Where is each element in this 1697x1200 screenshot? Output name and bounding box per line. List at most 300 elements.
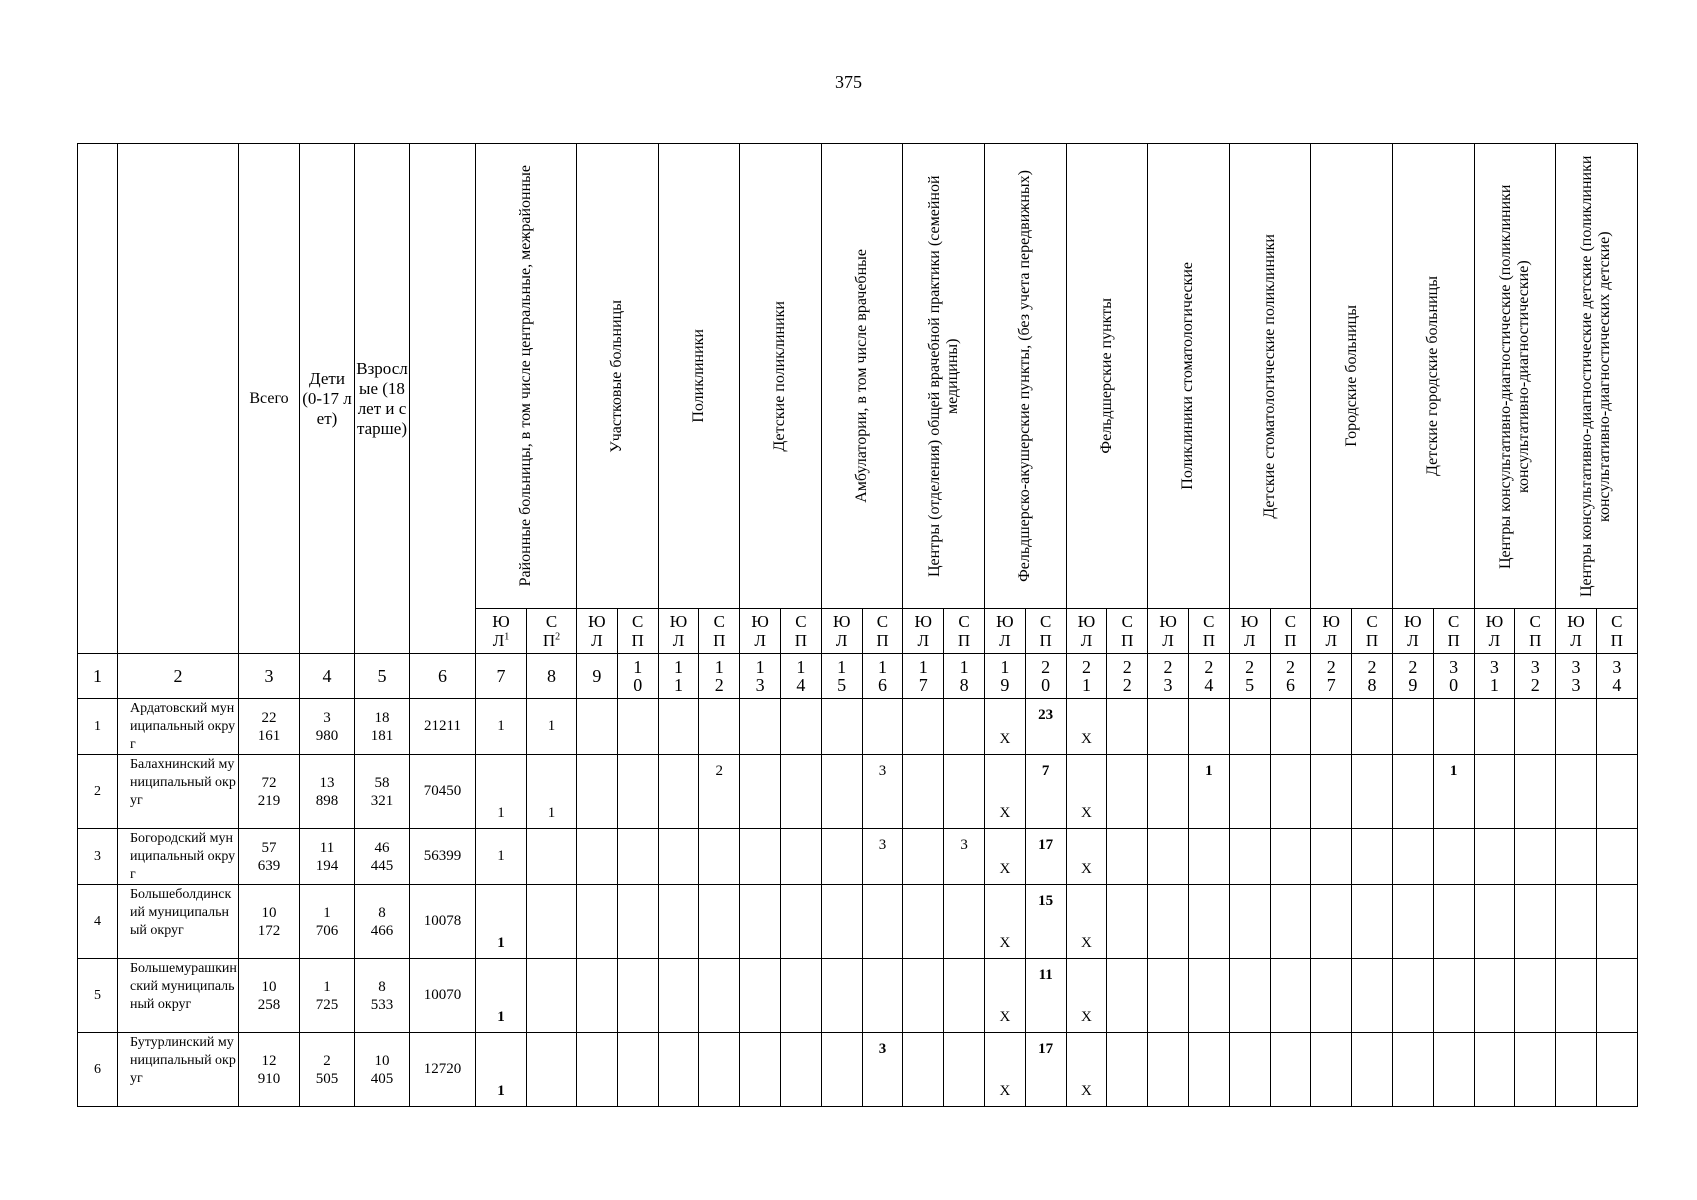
row-cell-col-29 bbox=[1392, 959, 1433, 1033]
subheader-ul bbox=[658, 609, 699, 654]
row-cell-col-10 bbox=[617, 885, 658, 959]
header-group-wrap bbox=[1230, 146, 1311, 606]
header-col-total-text: Всего bbox=[249, 389, 289, 407]
column-number-text: 19 bbox=[1000, 657, 1010, 695]
row-cell-col-31 bbox=[1474, 959, 1515, 1033]
row-cell-col-33 bbox=[1556, 829, 1597, 885]
row-cell-col-9 bbox=[577, 755, 618, 829]
subheader-first: С bbox=[1447, 612, 1460, 631]
header-group-14 bbox=[1556, 144, 1638, 609]
row-cell-col-11 bbox=[658, 699, 699, 755]
row-cell-col-19 bbox=[984, 829, 1025, 885]
subheader-ul bbox=[1311, 609, 1352, 654]
row-cell-col-22 bbox=[1107, 1033, 1148, 1107]
subheader-ul bbox=[1392, 609, 1433, 654]
subheader-second: Л bbox=[492, 631, 505, 650]
column-number-text: 32 bbox=[1530, 657, 1540, 695]
row-cell-col-13 bbox=[740, 885, 781, 959]
column-number-text: 10 bbox=[633, 657, 643, 695]
row-index bbox=[78, 755, 118, 829]
subheader-second: П bbox=[876, 631, 889, 650]
subheader-sp bbox=[1188, 609, 1229, 654]
row-total-part: 172 bbox=[257, 922, 281, 939]
row-col-6-text: 12720 bbox=[423, 1061, 462, 1077]
row-adults-part: 405 bbox=[370, 1070, 394, 1087]
column-number bbox=[410, 654, 476, 699]
row-children-text bbox=[316, 775, 339, 809]
header-col-2 bbox=[118, 144, 239, 654]
subheader-first: С bbox=[545, 612, 558, 631]
column-number bbox=[1596, 654, 1637, 699]
row-children-text bbox=[316, 1053, 339, 1087]
row-cell-col-23 bbox=[1148, 755, 1189, 829]
row-cell-col-7 bbox=[476, 959, 527, 1033]
cell-value: 1 bbox=[497, 718, 505, 734]
column-number bbox=[780, 654, 821, 699]
column-number-text: 6 bbox=[438, 666, 447, 686]
column-number bbox=[1474, 654, 1515, 699]
row-cell-col-31 bbox=[1474, 829, 1515, 885]
column-number-text: 9 bbox=[592, 666, 602, 686]
header-group-label: Центры консультативно-диагностические (поликлиники консультативно-диагностические) bbox=[1496, 183, 1532, 569]
row-cell-col-26 bbox=[1270, 1033, 1311, 1107]
subheader-second: Л bbox=[917, 631, 930, 650]
header-group-wrap bbox=[1393, 146, 1474, 606]
row-cell-col-14 bbox=[780, 829, 821, 885]
column-number-text: 28 bbox=[1367, 657, 1377, 695]
row-total bbox=[239, 829, 300, 885]
row-cell-col-7 bbox=[476, 755, 527, 829]
subheader-sp bbox=[1352, 609, 1393, 654]
row-cell-col-14 bbox=[780, 959, 821, 1033]
column-number-text: 24 bbox=[1204, 657, 1214, 695]
subheader-first: Ю bbox=[492, 612, 510, 631]
row-index-text: 5 bbox=[94, 987, 101, 1003]
cell-value: Х bbox=[999, 805, 1011, 821]
row-cell-col-33 bbox=[1556, 959, 1597, 1033]
cell-value: Х bbox=[1081, 805, 1092, 821]
row-cell-col-34 bbox=[1596, 699, 1637, 755]
header-group-3 bbox=[658, 144, 740, 609]
cell-value: 17 bbox=[1038, 837, 1054, 853]
subheader-sp bbox=[1596, 609, 1637, 654]
row-cell-col-31 bbox=[1474, 699, 1515, 755]
cell-value: 3 bbox=[878, 763, 887, 779]
table-row bbox=[78, 829, 1638, 885]
row-cell-col-13 bbox=[740, 755, 781, 829]
row-cell-col-20 bbox=[1025, 699, 1066, 755]
row-cell-col-32 bbox=[1515, 885, 1556, 959]
row-adults-part: 10 bbox=[374, 1052, 390, 1069]
table-row bbox=[78, 885, 1638, 959]
cell-value: 1 bbox=[497, 935, 505, 951]
row-cell-col-24 bbox=[1188, 829, 1229, 885]
cell-value: Х bbox=[1081, 1083, 1092, 1099]
table-row bbox=[78, 755, 1638, 829]
row-cell-col-12 bbox=[699, 885, 740, 959]
row-children-part: 980 bbox=[315, 727, 339, 744]
row-cell-col-32 bbox=[1515, 699, 1556, 755]
subheader-second: Л bbox=[672, 631, 685, 650]
row-total-part: 910 bbox=[257, 1070, 281, 1087]
row-children-text bbox=[316, 905, 339, 939]
subheader-second: Л bbox=[1325, 631, 1337, 650]
row-cell-col-29 bbox=[1392, 755, 1433, 829]
column-number bbox=[903, 654, 944, 699]
row-cell-col-10 bbox=[617, 1033, 658, 1107]
header-group-9 bbox=[1148, 144, 1230, 609]
column-number-text: 18 bbox=[959, 657, 969, 695]
row-cell-col-17 bbox=[903, 959, 944, 1033]
row-cell-col-18 bbox=[944, 699, 985, 755]
column-number-text: 25 bbox=[1245, 657, 1255, 695]
row-cell-col-34 bbox=[1596, 755, 1637, 829]
subheader-ul bbox=[740, 609, 781, 654]
row-cell-col-28 bbox=[1352, 755, 1393, 829]
column-number bbox=[658, 654, 699, 699]
column-number bbox=[699, 654, 740, 699]
column-number bbox=[1107, 654, 1148, 699]
row-cell-col-20 bbox=[1025, 829, 1066, 885]
row-cell-col-16 bbox=[862, 699, 903, 755]
cell-value: Х bbox=[999, 731, 1011, 747]
row-children-part: 505 bbox=[315, 1070, 339, 1087]
row-total-text bbox=[258, 840, 281, 874]
subheader-ul bbox=[821, 609, 862, 654]
row-total-part: 258 bbox=[257, 996, 281, 1013]
row-cell-col-19 bbox=[984, 885, 1025, 959]
row-cell-col-20 bbox=[1025, 1033, 1066, 1107]
header-group-4 bbox=[740, 144, 822, 609]
row-total bbox=[239, 885, 300, 959]
row-name-text: Большемурашкинский муниципальный округ bbox=[130, 961, 237, 1012]
subheader-first: С bbox=[1284, 612, 1297, 631]
subheader-sp bbox=[780, 609, 821, 654]
column-number bbox=[1515, 654, 1556, 699]
row-cell-col-11 bbox=[658, 755, 699, 829]
row-adults-part: 46 bbox=[374, 839, 390, 856]
row-cell-col-27 bbox=[1311, 1033, 1352, 1107]
subheader-first: С bbox=[713, 612, 725, 631]
row-cell-col-7 bbox=[476, 885, 527, 959]
row-col-6 bbox=[410, 959, 476, 1033]
row-cell-col-31 bbox=[1474, 1033, 1515, 1107]
subheader-ul bbox=[984, 609, 1025, 654]
row-cell-col-8 bbox=[527, 829, 577, 885]
row-cell-col-15 bbox=[821, 885, 862, 959]
subheader-first: Ю bbox=[832, 612, 851, 631]
subheader-sp bbox=[699, 609, 740, 654]
row-cell-col-26 bbox=[1270, 829, 1311, 885]
row-total-text bbox=[258, 979, 281, 1013]
header-group-wrap bbox=[1067, 146, 1148, 606]
cell-value: 17 bbox=[1038, 1041, 1054, 1057]
column-number-text: 16 bbox=[877, 657, 887, 695]
subheader-second: П bbox=[794, 631, 808, 650]
row-col-6-text: 56399 bbox=[423, 848, 462, 864]
subheader-first: С bbox=[632, 612, 644, 631]
cell-value: 2 bbox=[715, 763, 724, 779]
row-cell-col-22 bbox=[1107, 885, 1148, 959]
subheader-second: Л bbox=[1080, 631, 1093, 650]
row-cell-col-26 bbox=[1270, 959, 1311, 1033]
subheader-first: Ю bbox=[996, 612, 1014, 631]
subheader-second: П bbox=[957, 631, 971, 650]
subheader-second: Л bbox=[1407, 631, 1419, 650]
subheader-first: С bbox=[1203, 612, 1215, 631]
row-cell-col-17 bbox=[903, 1033, 944, 1107]
cell-value: 7 bbox=[1041, 763, 1050, 779]
subheader-first: Ю bbox=[669, 612, 688, 631]
row-index bbox=[78, 699, 118, 755]
column-number bbox=[617, 654, 658, 699]
column-number bbox=[1066, 654, 1107, 699]
row-total-part: 639 bbox=[257, 857, 281, 874]
header-group-label: Детские городские больницы bbox=[1424, 276, 1442, 476]
row-cell-col-21 bbox=[1066, 959, 1107, 1033]
row-children-part: 11 bbox=[319, 839, 335, 856]
row-cell-col-16 bbox=[862, 959, 903, 1033]
header-col-6 bbox=[410, 144, 476, 654]
row-children-part: 13 bbox=[319, 774, 335, 791]
row-cell-col-18 bbox=[944, 885, 985, 959]
row-cell-col-26 bbox=[1270, 885, 1311, 959]
row-cell-col-7 bbox=[476, 1033, 527, 1107]
header-group-label: Амбулатории, в том числе врачебные bbox=[853, 249, 871, 503]
row-cell-col-18 bbox=[944, 959, 985, 1033]
row-cell-col-34 bbox=[1596, 885, 1637, 959]
row-total-part: 57 bbox=[261, 839, 277, 856]
column-number bbox=[862, 654, 903, 699]
header-group-wrap bbox=[577, 146, 658, 606]
row-total-part: 72 bbox=[261, 774, 277, 791]
row-cell-col-24 bbox=[1188, 699, 1229, 755]
row-cell-col-17 bbox=[903, 755, 944, 829]
subheader-second: Л bbox=[1570, 631, 1582, 650]
row-cell-col-30 bbox=[1433, 699, 1474, 755]
subheader-second: Л bbox=[999, 631, 1011, 650]
row-adults bbox=[355, 1033, 410, 1107]
subheader-ul bbox=[1066, 609, 1107, 654]
subheader-first: Ю bbox=[1077, 612, 1096, 631]
row-children-part: 725 bbox=[315, 996, 339, 1013]
row-name bbox=[118, 699, 239, 755]
row-cell-col-16 bbox=[862, 885, 903, 959]
row-cell-col-28 bbox=[1352, 959, 1393, 1033]
data-table bbox=[77, 143, 1638, 1107]
subheader-ul bbox=[476, 609, 527, 654]
row-col-6 bbox=[410, 1033, 476, 1107]
header-group-label: Участковые больницы bbox=[608, 299, 626, 453]
table-row bbox=[78, 1033, 1638, 1107]
row-total bbox=[239, 959, 300, 1033]
column-number bbox=[1229, 654, 1270, 699]
row-cell-col-16 bbox=[862, 1033, 903, 1107]
cell-value: 3 bbox=[878, 837, 887, 853]
row-adults bbox=[355, 699, 410, 755]
row-cell-col-12 bbox=[699, 829, 740, 885]
row-cell-col-12 bbox=[699, 755, 740, 829]
row-cell-col-14 bbox=[780, 699, 821, 755]
row-children bbox=[300, 1033, 355, 1107]
subheader-second: П bbox=[713, 631, 726, 650]
row-cell-col-15 bbox=[821, 829, 862, 885]
row-cell-col-25 bbox=[1229, 1033, 1270, 1107]
row-cell-col-7 bbox=[476, 699, 527, 755]
row-name-text: Большеболдинский муниципальный округ bbox=[130, 887, 232, 938]
header-group-label: Городские больницы bbox=[1342, 305, 1360, 447]
subheader-ul bbox=[1229, 609, 1270, 654]
row-adults-part: 181 bbox=[370, 727, 394, 744]
row-children bbox=[300, 959, 355, 1033]
subheader-sp bbox=[1107, 609, 1148, 654]
row-cell-col-10 bbox=[617, 829, 658, 885]
row-total-part: 161 bbox=[257, 727, 281, 744]
subheader-second: П bbox=[1202, 631, 1215, 650]
row-adults-part: 445 bbox=[370, 857, 394, 874]
subheader-first: С bbox=[876, 612, 889, 631]
subheader-second: Л bbox=[591, 631, 603, 650]
row-cell-col-11 bbox=[658, 885, 699, 959]
row-cell-col-34 bbox=[1596, 829, 1637, 885]
column-number-text: 31 bbox=[1489, 657, 1499, 695]
row-cell-col-8 bbox=[527, 699, 577, 755]
column-number bbox=[118, 654, 239, 699]
header-group-2 bbox=[577, 144, 659, 609]
subheader-ul bbox=[1474, 609, 1515, 654]
row-cell-col-27 bbox=[1311, 885, 1352, 959]
row-cell-col-22 bbox=[1107, 829, 1148, 885]
subheader-second: П bbox=[1447, 631, 1460, 650]
row-index-text: 6 bbox=[94, 1061, 101, 1077]
header-group-label: Центры (отделения) общей врачебной практики (семейной медицины) bbox=[925, 175, 961, 577]
column-number bbox=[300, 654, 355, 699]
row-cell-col-8 bbox=[527, 885, 577, 959]
row-cell-col-19 bbox=[984, 699, 1025, 755]
row-adults-part: 466 bbox=[370, 922, 394, 939]
row-cell-col-11 bbox=[658, 959, 699, 1033]
row-total-part: 22 bbox=[261, 709, 277, 726]
row-cell-col-15 bbox=[821, 699, 862, 755]
subheader-first: С bbox=[1121, 612, 1133, 631]
row-children-part: 706 bbox=[315, 922, 339, 939]
row-cell-col-11 bbox=[658, 1033, 699, 1107]
row-cell-col-11 bbox=[658, 829, 699, 885]
row-cell-col-18 bbox=[944, 829, 985, 885]
row-col-6 bbox=[410, 885, 476, 959]
column-number-text: 27 bbox=[1326, 657, 1336, 695]
subheader-first: Ю bbox=[1159, 612, 1177, 631]
row-cell-col-22 bbox=[1107, 959, 1148, 1033]
row-cell-col-32 bbox=[1515, 1033, 1556, 1107]
row-cell-col-9 bbox=[577, 1033, 618, 1107]
row-cell-col-8 bbox=[527, 959, 577, 1033]
column-number-text: 34 bbox=[1612, 657, 1622, 695]
subheader-second: П bbox=[1610, 631, 1623, 650]
column-number-text: 22 bbox=[1122, 657, 1132, 695]
row-cell-col-20 bbox=[1025, 755, 1066, 829]
row-cell-col-22 bbox=[1107, 699, 1148, 755]
header-col-adults-text: Взрослые (18 лет и старше) bbox=[356, 358, 408, 438]
column-number bbox=[1025, 654, 1066, 699]
subheader-sp bbox=[527, 609, 577, 654]
header-group-10 bbox=[1229, 144, 1311, 609]
row-adults-text bbox=[371, 840, 394, 874]
cell-value: 3 bbox=[878, 1041, 887, 1057]
row-total bbox=[239, 1033, 300, 1107]
subheader-first: Ю bbox=[1240, 612, 1259, 631]
cell-value: Х bbox=[999, 1083, 1011, 1099]
row-cell-col-15 bbox=[821, 755, 862, 829]
cell-value: 1 bbox=[497, 1083, 505, 1099]
subheader-first: Ю bbox=[1322, 612, 1340, 631]
cell-value: Х bbox=[1081, 1009, 1092, 1025]
subheader-sp bbox=[1433, 609, 1474, 654]
subheader-sp bbox=[944, 609, 985, 654]
row-col-6-text: 21211 bbox=[424, 718, 461, 734]
subheader-second: П bbox=[1529, 631, 1542, 650]
cell-value: Х bbox=[1081, 861, 1092, 877]
header-group-label: Поликлиники стоматологические bbox=[1179, 262, 1197, 490]
subheader-second: Л bbox=[1162, 631, 1174, 650]
header-group-wrap bbox=[740, 146, 821, 606]
row-adults-text bbox=[371, 710, 394, 744]
column-number-text: 21 bbox=[1081, 657, 1091, 695]
cell-value: 1 bbox=[547, 718, 556, 734]
column-number bbox=[1148, 654, 1189, 699]
cell-value: Х bbox=[1081, 731, 1092, 747]
column-number-text: 29 bbox=[1408, 657, 1418, 695]
row-cell-col-27 bbox=[1311, 959, 1352, 1033]
row-cell-col-20 bbox=[1025, 959, 1066, 1033]
row-cell-col-32 bbox=[1515, 959, 1556, 1033]
row-children-part: 898 bbox=[315, 792, 339, 809]
row-cell-col-17 bbox=[903, 699, 944, 755]
row-cell-col-25 bbox=[1229, 699, 1270, 755]
column-number bbox=[740, 654, 781, 699]
row-col-6 bbox=[410, 829, 476, 885]
cell-value: 1 bbox=[497, 805, 505, 821]
column-number-text: 14 bbox=[796, 657, 806, 695]
column-number-text: 8 bbox=[547, 666, 556, 686]
row-cell-col-29 bbox=[1392, 1033, 1433, 1107]
row-cell-col-25 bbox=[1229, 885, 1270, 959]
subheader-second: П bbox=[1121, 631, 1134, 650]
row-index-text: 2 bbox=[94, 783, 101, 799]
row-cell-col-8 bbox=[527, 1033, 577, 1107]
row-cell-col-13 bbox=[740, 699, 781, 755]
row-total-text bbox=[258, 1053, 281, 1087]
row-cell-col-14 bbox=[780, 1033, 821, 1107]
row-cell-col-26 bbox=[1270, 755, 1311, 829]
row-name bbox=[118, 829, 239, 885]
column-number bbox=[78, 654, 118, 699]
subheader-first: С bbox=[958, 612, 970, 631]
row-cell-col-10 bbox=[617, 755, 658, 829]
row-children-part: 194 bbox=[315, 857, 339, 874]
row-cell-col-25 bbox=[1229, 755, 1270, 829]
row-children-text bbox=[316, 710, 339, 744]
row-total-part: 10 bbox=[261, 978, 277, 995]
row-cell-col-30 bbox=[1433, 755, 1474, 829]
column-number bbox=[1433, 654, 1474, 699]
column-number-text: 3 bbox=[264, 666, 274, 686]
row-cell-col-27 bbox=[1311, 699, 1352, 755]
header-group-12 bbox=[1392, 144, 1474, 609]
subheader-second: П bbox=[631, 631, 644, 650]
subheader-second: П bbox=[542, 631, 556, 650]
cell-value: 3 bbox=[960, 837, 968, 853]
